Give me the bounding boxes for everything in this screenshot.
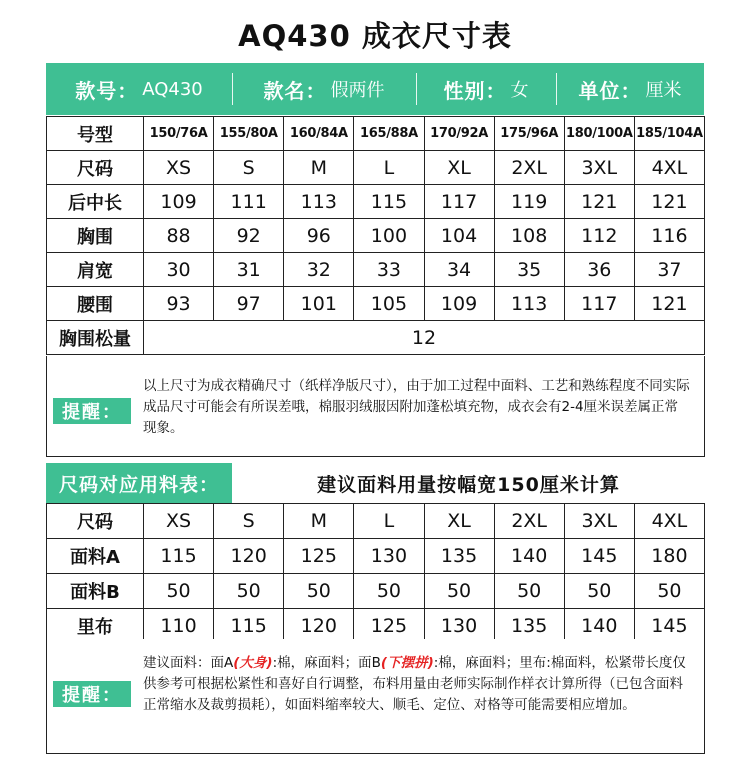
table-cell: 50 [214,574,284,609]
reminder-text: 以上尺寸为成衣精确尺寸（纸样净版尺寸），由于加工过程中面料、工艺和熟练程度不同实际成品尺寸可能会有所误差哦，棉服羽绒服因附加蓬松填充物，成衣会有2-4厘米误差属正常现象。 [143,378,690,436]
table-cell: 175/96A [494,117,564,151]
table-cell: 31 [214,253,284,287]
table-cell: 105 [354,287,424,321]
table-cell: 3XL [564,151,634,185]
ease-label: 胸围松量 [47,321,144,355]
table-cell: 180/100A [564,117,634,151]
table-cell: 130 [424,609,494,644]
style-name-label: 款名： [263,78,327,103]
table-cell: S [214,151,284,185]
fabric-section-header [46,463,705,503]
table-cell: 113 [494,287,564,321]
table-row [47,539,705,574]
fabric-note-part: 建议面料：面A [143,655,234,671]
style-name-value: 假两件 [330,80,385,101]
table-cell: 145 [634,609,704,644]
table-cell: 120 [284,609,354,644]
table-cell: 93 [144,287,214,321]
row-header: 面料A [47,539,144,574]
fabric-note-highlight: (大身) [233,655,273,671]
table-cell: 101 [284,287,354,321]
fabric-section-label: 尺码对应用料表： [46,463,232,503]
table-cell: 110 [144,609,214,644]
table-cell: 121 [634,185,704,219]
table-cell: 135 [424,539,494,574]
product-info-bar [46,63,704,115]
table-cell: 50 [564,574,634,609]
table-row [47,219,705,253]
table-cell: 113 [284,185,354,219]
fabric-reminder-text [143,653,695,716]
table-cell: 111 [214,185,284,219]
table-cell: 30 [144,253,214,287]
table-cell: 100 [354,219,424,253]
table-cell: 88 [144,219,214,253]
row-header: 后中长 [47,185,144,219]
table-cell: 109 [424,287,494,321]
table-cell: 92 [214,219,284,253]
table-cell: 116 [634,219,704,253]
table-row [47,117,705,151]
fabric-table [46,503,705,644]
table-cell: 36 [564,253,634,287]
table-cell: 115 [144,539,214,574]
row-header: 尺码 [47,504,144,539]
table-cell: 155/80A [214,117,284,151]
table-cell: 4XL [634,504,704,539]
table-cell: 35 [494,253,564,287]
table-cell: 112 [564,219,634,253]
table-cell: 145 [564,539,634,574]
ease-row [47,321,705,355]
table-cell: 125 [284,539,354,574]
table-cell: 50 [284,574,354,609]
table-cell: 119 [494,185,564,219]
ease-value: 12 [144,321,705,355]
reminder-note-fabric [46,639,705,754]
table-cell: 121 [564,185,634,219]
table-cell: L [354,151,424,185]
reminder-tag: 提醒： [53,681,131,707]
table-cell: 50 [354,574,424,609]
table-cell: 115 [354,185,424,219]
table-cell: 140 [564,609,634,644]
style-number-value: AQ430 [142,78,203,100]
table-cell: 150/76A [144,117,214,151]
row-header: 里布 [47,609,144,644]
table-cell: 165/88A [354,117,424,151]
row-header: 胸围 [47,219,144,253]
table-cell: 50 [494,574,564,609]
table-cell: XS [144,504,214,539]
table-cell: 2XL [494,504,564,539]
fabric-section-heading: 建议面料用量按幅宽150厘米计算 [317,473,620,496]
table-cell: M [284,151,354,185]
table-row [47,185,705,219]
table-row [47,574,705,609]
table-cell: 50 [634,574,704,609]
reminder-tag: 提醒： [53,398,131,424]
table-row [47,504,705,539]
fabric-note-highlight: (下摆拼) [380,655,434,671]
gender-label: 性别： [443,78,507,103]
unit-label: 单位： [578,78,642,103]
table-row [47,287,705,321]
table-cell: 2XL [494,151,564,185]
table-cell: 170/92A [424,117,494,151]
fabric-note-part: :棉，麻面料；面B [272,655,381,671]
row-header: 号型 [47,117,144,151]
table-cell: 4XL [634,151,704,185]
table-cell: 117 [424,185,494,219]
table-cell: XL [424,151,494,185]
table-cell: 125 [354,609,424,644]
table-row [47,253,705,287]
unit-value: 厘米 [645,80,682,101]
table-cell: 109 [144,185,214,219]
table-cell: XS [144,151,214,185]
table-cell: XL [424,504,494,539]
table-cell: 135 [494,609,564,644]
table-cell: S [214,504,284,539]
table-cell: 160/84A [284,117,354,151]
table-cell: 96 [284,219,354,253]
table-cell: 33 [354,253,424,287]
table-cell: 32 [284,253,354,287]
style-number [46,63,232,115]
table-cell: 120 [214,539,284,574]
table-row [47,151,705,185]
table-cell: 117 [564,287,634,321]
table-cell: 34 [424,253,494,287]
row-header: 尺码 [47,151,144,185]
table-cell: 37 [634,253,704,287]
table-cell: 50 [424,574,494,609]
table-cell: 185/104A [634,117,704,151]
table-cell: 121 [634,287,704,321]
size-table [46,116,705,355]
fabric-note-part: :棉，麻面料；里布:棉面料，松紧带长度仅供参考可根据松紧性和喜好自行调整，布料用量由老师实际制作样衣计算所得（已包含面料正常缩水及裁剪损耗），如面料缩率较大、顺毛、定位、对格等可能需要相应增加。 [143,655,686,713]
table-cell: 104 [424,219,494,253]
table-cell: 130 [354,539,424,574]
table-cell: M [284,504,354,539]
gender-value: 女 [510,80,529,101]
row-header: 面料B [47,574,144,609]
table-cell: 108 [494,219,564,253]
table-cell: 50 [144,574,214,609]
row-header: 肩宽 [47,253,144,287]
table-cell: L [354,504,424,539]
table-cell: 3XL [564,504,634,539]
table-cell: 97 [214,287,284,321]
page-title: AQ430 成衣尺寸表 [238,19,512,53]
table-cell: 180 [634,539,704,574]
row-header: 腰围 [47,287,144,321]
reminder-note-size [46,356,705,457]
gender [416,63,556,115]
table-cell: 115 [214,609,284,644]
style-name [232,63,416,115]
style-number-label: 款号： [75,78,139,103]
table-cell: 140 [494,539,564,574]
unit [556,63,704,115]
